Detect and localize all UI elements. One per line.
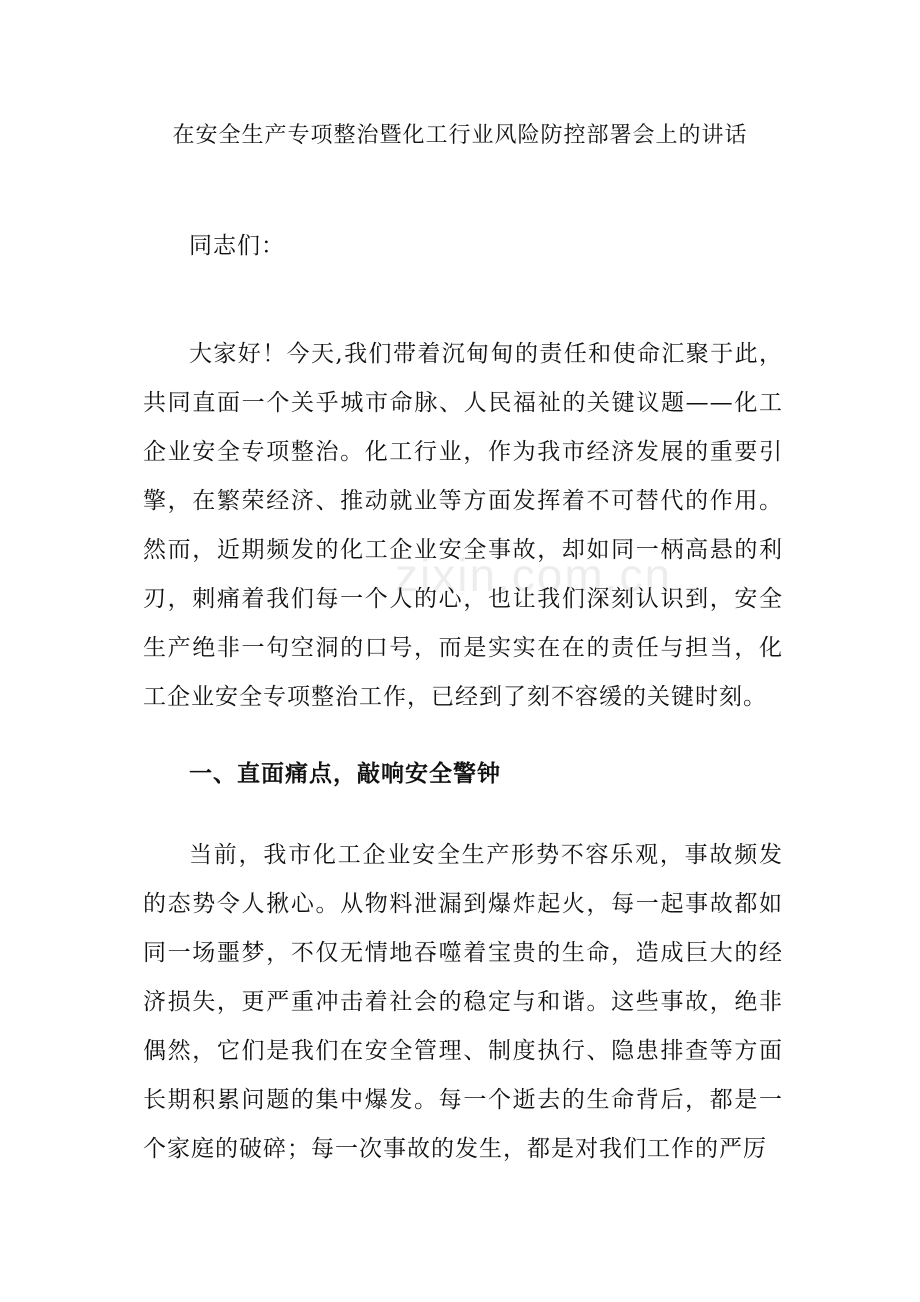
document-title: 在安全生产专项整治暨化工行业风险防控部署会上的讲话 — [172, 123, 748, 148]
greeting-paragraph — [143, 222, 783, 271]
paragraph-1-text: 大家好！今天,我们带着沉甸甸的责任和使命汇聚于此，共同直面一个关乎城市命脉、人民福祉的关键议题——化工企业安全专项整治。化工行业，作为我市经济发展的重要引擎，在繁荣经济、推动就业等方面发挥着不可替代的作用。然而，近期频发的化工企业安全事故，却如同一柄高悬的利刃，刺痛着我们每一个人的心，也让我们深刻认识到，安全生产绝非一句空洞的口号，而是实实在在的责任与担当，化工企业安全专项整治工作，已经到了刻不容缓的关键时刻。 — [143, 341, 783, 710]
paragraph-1 — [143, 330, 783, 722]
greeting-text: 同志们： — [189, 233, 285, 259]
watermark: zixin.com.cn — [395, 549, 673, 601]
section-1-heading: 一、直面痛点，敲响安全警钟 — [189, 760, 501, 787]
paragraph-2-text: 当前，我市化工企业安全生产形势不容乐观，事故频发的态势令人揪心。从物料泄漏到爆炸起火，每一起事故都如同一场噩梦，不仅无情地吞噬着宝贵的生命，造成巨大的经济损失，更严重冲击着社会的稳定与和谐。这些事故，绝非偶然，它们是我们在安全管理、制度执行、隐患排查等方面长期积累问题的集中爆发。每一个逝去的生命背后，都是一个家庭的破碎；每一次事故的发生，都是对我们工作的严厉 — [143, 842, 783, 1162]
paragraph-2 — [143, 831, 783, 1174]
